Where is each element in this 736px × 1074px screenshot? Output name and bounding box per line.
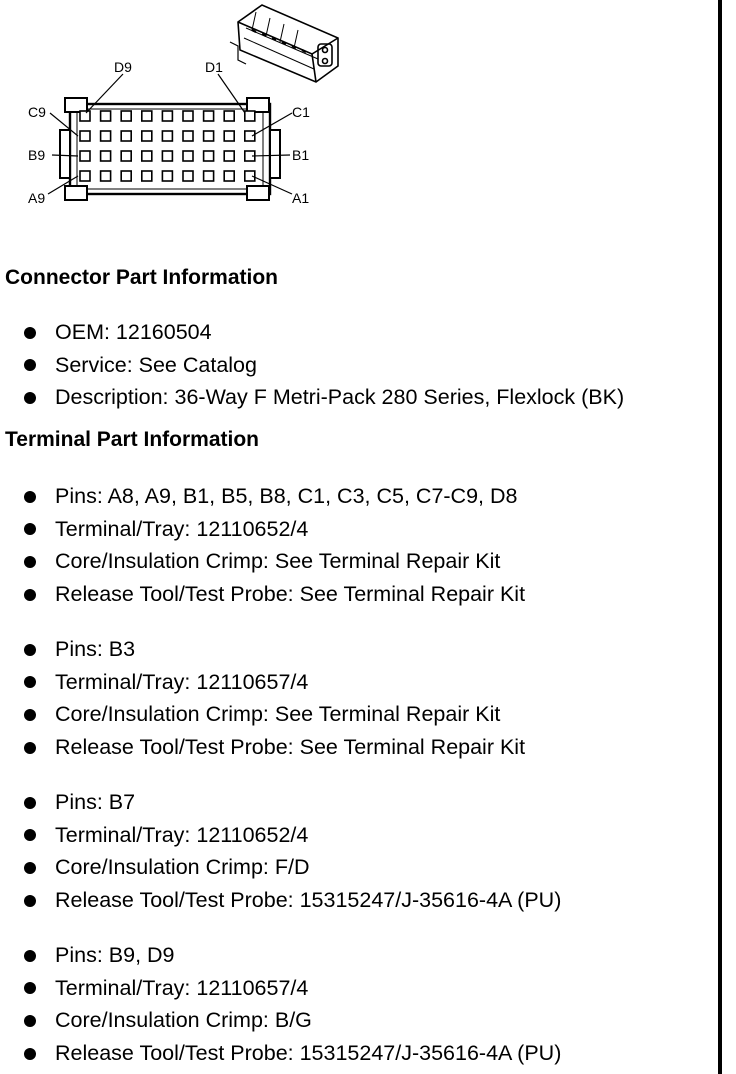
list-item (0, 786, 561, 819)
pin-cavity (80, 111, 90, 121)
bullet-icon (24, 327, 36, 339)
connector-part-list (0, 316, 624, 414)
bullet-icon (24, 1048, 36, 1060)
pin-cavity (162, 171, 172, 181)
connector-diagram (0, 0, 360, 215)
bullet-icon (24, 982, 36, 994)
terminal-pins: Pins: B3 (55, 637, 136, 661)
pin-cavity (162, 151, 172, 161)
terminal-group-1 (0, 480, 525, 611)
pin-cavity (121, 171, 131, 181)
bullet-icon (24, 895, 36, 907)
bullet-icon (24, 797, 36, 809)
bullet-icon (24, 676, 36, 688)
connector-service: Service: See Catalog (55, 352, 257, 377)
bullet-icon (24, 1015, 36, 1027)
bullet-icon (24, 829, 36, 841)
list-item (0, 633, 525, 666)
pin-label-b1: B1 (292, 147, 310, 163)
terminal-crimp: Core/Insulation Crimp: B/G (55, 1008, 312, 1033)
connector-face-view (0, 0, 360, 215)
pin-cavity (101, 131, 111, 141)
list-item (0, 884, 561, 917)
pin-cavity (224, 131, 234, 141)
pin-cavity (183, 151, 193, 161)
terminal-tray: Terminal/Tray: 12110657/4 (55, 669, 309, 694)
terminal-release-tool: Release Tool/Test Probe: See Terminal Repair Kit (55, 735, 526, 760)
pin-cavity (142, 151, 152, 161)
terminal-crimp: Core/Insulation Crimp: See Terminal Repair Kit (55, 702, 501, 727)
pin-cavity (121, 151, 131, 161)
connector-part-heading: Connector Part Information (5, 266, 279, 289)
page-right-border (718, 0, 722, 1074)
pin-cavity (121, 111, 131, 121)
list-item (0, 480, 525, 513)
terminal-group-4 (0, 939, 561, 1070)
pin-cavity (80, 131, 90, 141)
pin-cavity (204, 151, 214, 161)
list-item (0, 513, 525, 546)
connector-isometric-icon (230, 5, 338, 82)
bullet-icon (24, 556, 36, 568)
pin-cavity (101, 151, 111, 161)
bullet-icon (24, 644, 36, 656)
pin-cavity (80, 151, 90, 161)
pin-label-d1: D1 (205, 59, 223, 75)
list-item (0, 349, 624, 382)
pin-label-a9: A9 (28, 190, 46, 206)
bullet-icon (24, 589, 36, 601)
pin-cavity (224, 151, 234, 161)
terminal-tray: Terminal/Tray: 12110652/4 (55, 516, 309, 541)
pin-cavity (162, 131, 172, 141)
terminal-pins: Pins: B7 (55, 790, 136, 814)
pin-cavity (224, 111, 234, 121)
pin-cavity (183, 111, 193, 121)
pin-cavity (142, 131, 152, 141)
pin-cavity (204, 131, 214, 141)
terminal-release-tool: Release Tool/Test Probe: 15315247/J-35616-4A (PU) (55, 888, 562, 913)
pin-cavity (80, 171, 90, 181)
pin-cavity (101, 171, 111, 181)
list-item (0, 851, 561, 884)
list-item (0, 698, 525, 731)
bullet-icon (24, 523, 36, 535)
pin-cavity (245, 111, 255, 121)
terminal-tray: Terminal/Tray: 12110657/4 (55, 975, 309, 1000)
bullet-icon (24, 491, 36, 503)
terminal-pins: Pins: A8, A9, B1, B5, B8, C1, C3, C5, C7-C9, D8 (55, 484, 518, 508)
list-item (0, 939, 561, 972)
list-item (0, 545, 525, 578)
list-item (0, 666, 525, 699)
list-item (0, 731, 525, 764)
pin-cavity (183, 131, 193, 141)
list-item (0, 1037, 561, 1070)
pin-cavity (183, 171, 193, 181)
bullet-icon (24, 862, 36, 874)
pin-cavity (204, 111, 214, 121)
bullet-icon (24, 950, 36, 962)
bullet-icon (24, 709, 36, 721)
pin-label-c9: C9 (28, 104, 46, 120)
bullet-icon (24, 742, 36, 754)
terminal-tray: Terminal/Tray: 12110652/4 (55, 822, 309, 847)
pin-cavity (142, 111, 152, 121)
pin-cavity (142, 171, 152, 181)
pin-cavity (224, 171, 234, 181)
terminal-part-heading: Terminal Part Information (5, 428, 259, 451)
list-item (0, 316, 624, 349)
terminal-crimp: Core/Insulation Crimp: See Terminal Repair Kit (55, 549, 501, 574)
list-item (0, 578, 525, 611)
connector-oem: OEM: 12160504 (55, 320, 212, 344)
list-item (0, 819, 561, 852)
pin-cavity (162, 111, 172, 121)
list-item (0, 381, 624, 414)
pin-cavity (101, 111, 111, 121)
pin-cavity (245, 131, 255, 141)
pin-cavity (204, 171, 214, 181)
terminal-crimp: Core/Insulation Crimp: F/D (55, 855, 310, 880)
terminal-release-tool: Release Tool/Test Probe: 15315247/J-35616-4A (PU) (55, 1041, 562, 1066)
pin-label-b9: B9 (28, 147, 46, 163)
connector-description: Description: 36-Way F Metri-Pack 280 Series, Flexlock (BK) (55, 385, 625, 410)
pin-cavity (121, 131, 131, 141)
list-item (0, 1004, 561, 1037)
list-item (0, 972, 561, 1005)
terminal-pins: Pins: B9, D9 (55, 943, 175, 967)
terminal-group-3 (0, 786, 561, 917)
pin-label-d9: D9 (114, 59, 132, 75)
bullet-icon (24, 392, 36, 404)
bullet-icon (24, 359, 36, 371)
cavity-grid (80, 111, 255, 181)
pin-label-a1: A1 (292, 190, 310, 206)
pin-label-c1: C1 (292, 104, 310, 120)
terminal-group-2 (0, 633, 525, 764)
terminal-release-tool: Release Tool/Test Probe: See Terminal Repair Kit (55, 582, 526, 607)
